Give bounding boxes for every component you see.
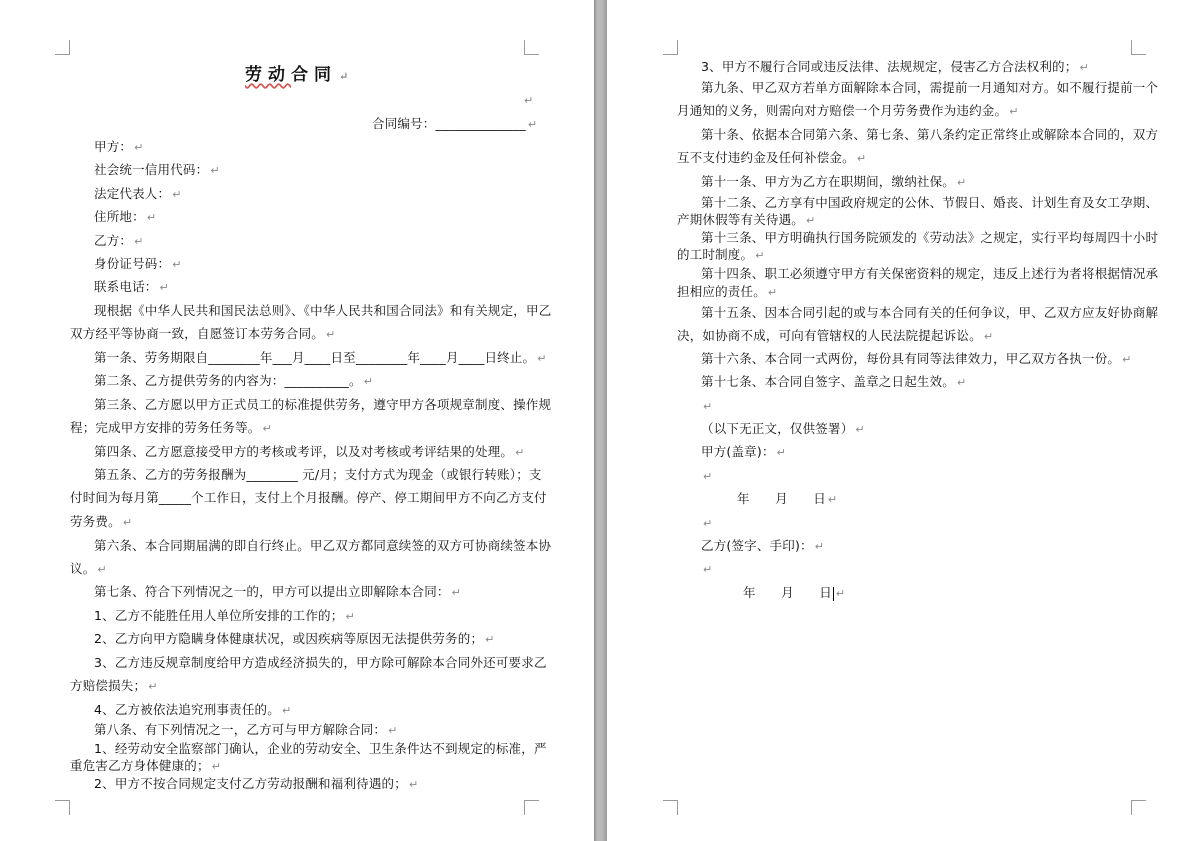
paragraph-mark: ↵	[1009, 105, 1019, 118]
paragraph-mark: ↵	[767, 286, 778, 299]
article-10-line-2[interactable]	[677, 150, 866, 167]
paragraph-mark: ↵	[211, 760, 222, 773]
article-14-line-2[interactable]	[677, 284, 777, 301]
paragraph-mark: ↵	[345, 610, 355, 623]
paragraph-mark: ↵	[983, 330, 994, 343]
title-part2: 合同	[291, 65, 337, 85]
article-7-item-3-text: 方赔偿损失；	[70, 678, 147, 693]
paragraph-mark: ↵	[485, 633, 495, 646]
paragraph-mark: ↵	[148, 680, 158, 693]
paragraph-mark: ↵	[134, 235, 144, 248]
article-8-item-2-text: 2、甲方不按合同规定支付乙方劳动报酬和福利待遇的；	[94, 776, 407, 791]
article-8-item-2[interactable]	[94, 776, 418, 793]
paragraph-mark: ↵	[97, 563, 107, 576]
margin-corner-top-right	[524, 40, 539, 55]
paragraph-mark: ↵	[339, 70, 355, 83]
article-9-text: 月通知的义务，则需向对方赔偿一个月劳务费作为违约金。	[677, 103, 1008, 118]
article-7-item-4-text: 4、乙方被依法追究刑事责任的。	[94, 702, 280, 717]
article-7-item-2-text: 2、乙方向甲方隐瞒身体健康状况，或因疾病等原因无法提供劳务的；	[94, 631, 484, 646]
credit-code-label: 社会统一信用代码：	[94, 162, 209, 177]
paragraph-mark: ↵	[172, 258, 182, 271]
article-14-text: 担相应的责任。	[677, 284, 766, 299]
article-10-line-1[interactable]: 第十条、依据本合同第六条、第七条、第八条约定正常终止或解除本合同的，双方	[701, 127, 1159, 142]
article-8-item-1-text: 重危害乙方身体健康的；	[70, 758, 210, 773]
party-a-date-label: 年 月 日	[737, 491, 826, 506]
empty-paragraph[interactable]	[701, 398, 712, 415]
article-12-text: 产期休假等有关待遇。	[677, 212, 805, 227]
party-b-signature-line[interactable]	[701, 538, 824, 555]
article-6-line-2[interactable]	[70, 561, 107, 578]
paragraph-mark: ↵	[363, 375, 374, 388]
party-b-date-line[interactable]	[743, 585, 845, 602]
party-a-label: 甲方：	[94, 139, 133, 154]
article-5-line-3[interactable]	[70, 514, 132, 531]
no-further-text-note[interactable]	[701, 421, 865, 438]
paragraph-mark: ↵	[814, 540, 825, 553]
paragraph-mark: ↵	[957, 176, 967, 189]
empty-paragraph[interactable]	[701, 468, 712, 485]
paragraph-mark: ↵	[776, 446, 787, 459]
legal-rep-line[interactable]	[94, 186, 182, 203]
party-a-date-line[interactable]	[737, 491, 837, 508]
paragraph-mark: ↵	[262, 422, 272, 435]
empty-paragraph[interactable]	[701, 515, 712, 532]
article-7-text: 第七条、符合下列情况之一的，甲方可以提出立即解除本合同：	[94, 584, 450, 599]
paragraph-mark: ↵	[835, 587, 846, 600]
article-3-text: 程；完成甲方安排的劳务任务等。	[70, 420, 261, 435]
article-12-line-1[interactable]: 第十二条、乙方享有中国政府规定的公休、节假日、婚丧、计划生育及女工孕期、	[701, 195, 1159, 210]
text-cursor	[833, 587, 834, 601]
article-11[interactable]	[701, 174, 966, 191]
legal-rep-label: 法定代表人：	[94, 186, 171, 201]
article-5-text: 劳务费。	[70, 514, 121, 529]
paragraph-mark: ↵	[755, 249, 765, 262]
article-12-line-2[interactable]	[677, 212, 815, 229]
article-8-text: 第八条、有下列情况之一，乙方可与甲方解除合同：	[94, 722, 387, 737]
article-10-text: 互不支付违约金及任何补偿金。	[677, 150, 855, 165]
paragraph-mark: ↵	[703, 400, 713, 413]
empty-paragraph[interactable]	[701, 561, 712, 578]
page-gutter	[594, 0, 607, 841]
intro-text: 双方经平等协商一致，自愿签订本劳务合同。	[70, 326, 325, 341]
paragraph-mark: ↵	[134, 141, 144, 154]
article-8-item-3[interactable]	[701, 59, 1089, 76]
article-16[interactable]	[701, 351, 1132, 368]
paragraph-mark: ↵	[146, 211, 157, 224]
party-b-date-label: 年 月 日	[743, 585, 832, 600]
article-4-text: 第四条、乙方愿意接受甲方的考核或考评，以及对考核或考评结果的处理。	[94, 444, 514, 459]
paragraph-mark: ↵	[703, 517, 713, 530]
address-line[interactable]	[94, 209, 156, 226]
article-8-item-1-line-2[interactable]	[70, 758, 221, 775]
article-13-text: 的工时制度。	[677, 247, 754, 262]
article-7[interactable]	[94, 584, 461, 601]
article-6-text: 议。	[70, 561, 96, 576]
paragraph-mark: ↵	[172, 188, 182, 201]
article-4[interactable]	[94, 444, 525, 461]
paragraph-mark: ↵	[855, 423, 865, 436]
paragraph-mark: ↵	[524, 94, 534, 107]
phone-label: 联系电话：	[94, 279, 158, 294]
document-page-right	[607, 0, 1202, 841]
contract-number-line[interactable]	[372, 116, 537, 133]
paragraph-mark: ↵	[515, 446, 525, 459]
article-3-line-1[interactable]: 第三条、乙方愿以甲方正式员工的标准提供劳务，遵守甲方各项规章制度、操作规	[94, 397, 552, 412]
id-number-label: 身份证号码：	[94, 256, 171, 271]
party-a-signature-label: 甲方(盖章)：	[701, 444, 775, 459]
address-label: 住所地：	[94, 209, 145, 224]
article-15-line-1[interactable]: 第十五条、因本合同引起的或与本合同有关的任何争议，甲、乙双方应友好协商解	[701, 305, 1159, 320]
empty-paragraph[interactable]	[522, 92, 533, 109]
intro-line-1[interactable]: 现根据《中华人民共和国民法总则》、《中华人民共和国合同法》和有关规定，甲乙	[94, 303, 552, 318]
document-title[interactable]	[245, 60, 354, 85]
article-16-text: 第十六条、本合同一式两份，每份具有同等法律效力，甲乙双方各执一份。	[701, 351, 1121, 366]
article-1[interactable]	[94, 350, 547, 367]
margin-corner-bottom-left	[55, 800, 70, 815]
paragraph-mark: ↵	[408, 778, 419, 791]
document-page-left	[0, 0, 594, 841]
margin-corner-top-left	[55, 40, 70, 55]
paragraph-mark: ↵	[703, 470, 713, 483]
margin-corner-bottom-right	[1131, 800, 1146, 815]
article-8-item-3-text: 3、甲方不履行合同或违反法律、法规规定，侵害乙方合法权利的；	[701, 59, 1078, 74]
article-7-item-4[interactable]	[94, 702, 291, 719]
article-7-item-3-line-1[interactable]: 3、乙方违反规章制度给甲方造成经济损失的，甲方除可解除本合同外还可要求乙	[94, 655, 547, 670]
article-7-item-3-line-2[interactable]	[70, 678, 158, 695]
article-5-line-1[interactable]: 第五条、乙方的劳务报酬为________ 元/月；支付方式为现金（或银行转账）；支	[94, 467, 542, 482]
paragraph-mark: ↵	[537, 352, 547, 365]
contract-number-label: 合同编号：______________	[372, 116, 526, 131]
article-7-item-2[interactable]	[94, 631, 495, 648]
article-1-text: 第一条、劳务期限自________年___月____日至________年____月____日终止。	[94, 350, 536, 365]
article-8-item-1-line-1[interactable]: 1、经劳动安全监察部门确认，企业的劳动安全、卫生条件达不到规定的标准，严	[94, 741, 547, 756]
paragraph-mark: ↵	[1079, 61, 1089, 74]
id-number-line[interactable]	[94, 256, 182, 273]
margin-corner-top-right	[1131, 40, 1146, 55]
paragraph-mark: ↵	[326, 328, 336, 341]
article-2[interactable]	[94, 373, 373, 390]
article-9-line-1[interactable]: 第九条、甲乙双方若单方面解除本合同，需提前一月通知对方。如不履行提前一个	[701, 80, 1159, 95]
paragraph-mark: ↵	[703, 563, 713, 576]
article-5-line-2[interactable]: 付时间为每月第_____个工作日，支付上个月报酬。停产、停工期间甲方不向乙方支付	[70, 490, 547, 505]
intro-line-2[interactable]	[70, 326, 335, 343]
article-17[interactable]	[701, 374, 966, 391]
party-b-line[interactable]	[94, 233, 144, 250]
paragraph-mark: ↵	[210, 164, 220, 177]
credit-code-line[interactable]	[94, 162, 220, 179]
party-b-label: 乙方：	[94, 233, 133, 248]
paragraph-mark: ↵	[957, 376, 967, 389]
paragraph-mark: ↵	[856, 152, 867, 165]
margin-corner-bottom-left	[663, 800, 678, 815]
margin-corner-top-left	[663, 40, 678, 55]
article-14-line-1[interactable]: 第十四条、职工必须遵守甲方有关保密资料的规定，违反上述行为者将根据情况承	[701, 266, 1159, 281]
article-11-text: 第十一条、甲方为乙方在职期间，缴纳社保。	[701, 174, 956, 189]
article-13-line-2[interactable]	[677, 247, 765, 264]
paragraph-mark: ↵	[806, 214, 816, 227]
paragraph-mark: ↵	[451, 586, 462, 599]
paragraph-mark: ↵	[122, 516, 133, 529]
article-7-item-1-text: 1、乙方不能胜任用人单位所安排的工作的；	[94, 608, 344, 623]
article-8[interactable]	[94, 722, 398, 739]
party-a-line[interactable]	[94, 139, 144, 156]
margin-corner-bottom-right	[524, 800, 539, 815]
paragraph-mark: ↵	[388, 724, 398, 737]
article-17-text: 第十七条、本合同自签字、盖章之日起生效。	[701, 374, 956, 389]
article-7-item-1[interactable]	[94, 608, 355, 625]
title-part1: 劳动	[245, 65, 291, 85]
no-further-text-label: （以下无正文，仅供签署）	[701, 421, 854, 436]
phone-line[interactable]	[94, 279, 169, 296]
article-2-text: 第二条、乙方提供劳务的内容为：__________。	[94, 373, 362, 388]
paragraph-mark: ↵	[527, 118, 538, 131]
article-15-line-2[interactable]	[677, 328, 993, 345]
paragraph-mark: ↵	[159, 281, 169, 294]
paragraph-mark: ↵	[281, 704, 292, 717]
party-b-signature-label: 乙方(签字、手印)：	[701, 538, 813, 553]
paragraph-mark: ↵	[1122, 353, 1132, 366]
paragraph-mark: ↵	[827, 493, 838, 506]
party-a-signature-line[interactable]	[701, 444, 786, 461]
article-15-text: 决，如协商不成，可向有管辖权的人民法院提起诉讼。	[677, 328, 982, 343]
article-6-line-1[interactable]: 第六条、本合同期届满的即自行终止。甲乙双方都同意续签的双方可协商续签本协	[94, 538, 552, 553]
article-3-line-2[interactable]	[70, 420, 272, 437]
article-9-line-2[interactable]	[677, 103, 1019, 120]
article-13-line-1[interactable]: 第十三条、甲方明确执行国务院颁发的《劳动法》之规定，实行平均每周四十小时	[701, 230, 1159, 245]
